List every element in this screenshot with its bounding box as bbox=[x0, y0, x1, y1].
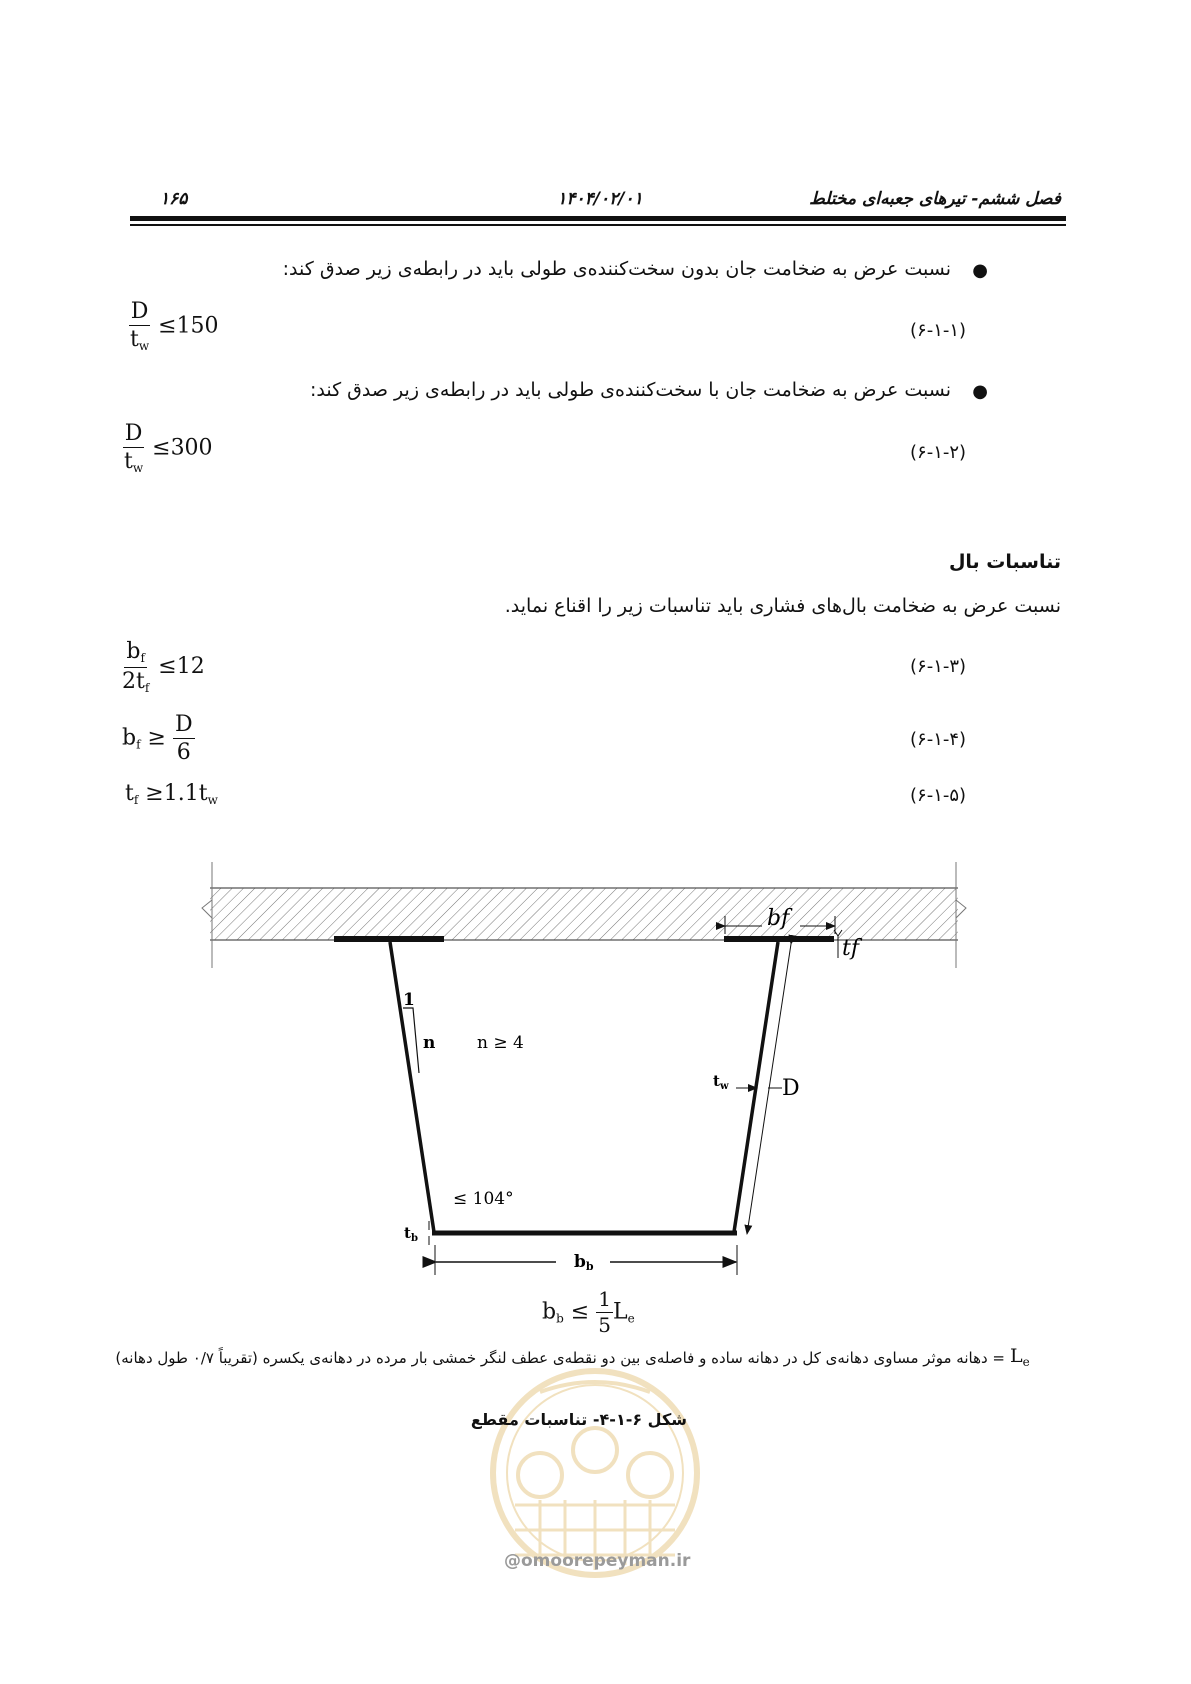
bf-label: bf bbox=[767, 906, 790, 931]
le-symbol: $L_e$ bbox=[1010, 1345, 1030, 1369]
equation-5: $t_f \ge 1.1t_w$ bbox=[125, 781, 218, 807]
equation-3: $\frac{b_f}{2t_f}$ ≤12 bbox=[122, 639, 205, 695]
equation-number-5: (۶-۱-۵) bbox=[910, 785, 967, 806]
equation-2: $\frac{D}{t_w}$ ≤300 bbox=[124, 421, 213, 476]
equation-number-1: (۶-۱-۱) bbox=[910, 320, 967, 341]
bb-label: bb bbox=[574, 1252, 594, 1273]
bullet-marker: ● bbox=[972, 260, 988, 281]
bullet-marker: ● bbox=[972, 381, 988, 402]
watermark-seal bbox=[493, 1371, 697, 1575]
equation-number-4: (۶-۱-۴) bbox=[910, 729, 967, 750]
equation-number-2: (۶-۱-۲) bbox=[910, 442, 967, 463]
site-link[interactable]: @omoorepeyman.ir bbox=[504, 1551, 691, 1571]
bullet-text-2: نسبت عرض به ضخامت جان با سخت‌کننده‌ی طولی باید در رابطه‌ی زیر صدق کند: bbox=[309, 379, 951, 401]
equation-number-3: (۶-۱-۳) bbox=[910, 656, 967, 677]
equation-1: $\frac{D}{t_w}$ ≤150 bbox=[130, 299, 219, 354]
page-date: ۱۴۰۴/۰۲/۰۱ bbox=[557, 189, 643, 209]
tw-label: $t_w$ bbox=[713, 1072, 729, 1092]
angle-label: ≤ 104° bbox=[453, 1189, 514, 1209]
web-left bbox=[390, 942, 434, 1232]
n-condition-label: n ≥ 4 bbox=[477, 1033, 524, 1053]
figure-formula: $b_b$ ≤ $\frac{1}{5}$ $L_e$ bbox=[542, 1287, 635, 1337]
tb-label: $t_b$ bbox=[404, 1224, 418, 1244]
le-definition: = دهانه موثر مساوی دهانه‌ی کل در دهانه ساده و فاصله‌ی بین دو نقطه‌ی عطف لنگر خمشی بار مرده در دهانه‌ی یکسره (تقریباً ۰/۷ طول دهانه) bbox=[115, 1349, 1005, 1367]
tf-label: tf bbox=[842, 936, 859, 961]
equation-4: $b_f$ ≥ $\frac{D}{6}$ bbox=[122, 712, 193, 766]
slope-one-label: 1 bbox=[403, 990, 415, 1010]
slope-n-label: n bbox=[423, 1033, 436, 1053]
bullet-text-1: نسبت عرض به ضخامت جان بدون سخت‌کننده‌ی طولی باید در رابطه‌ی زیر صدق کند: bbox=[282, 258, 951, 280]
web-right bbox=[734, 942, 778, 1232]
page-number: ۱۶۵ bbox=[160, 189, 188, 209]
chapter-title: فصل ششم- تیرهای جعبه‌ای مختلط bbox=[809, 189, 1061, 209]
figure-caption: شکل ۶-۱-۴- تناسبات مقطع bbox=[470, 1410, 687, 1429]
section-heading: تناسبات بال bbox=[948, 551, 1061, 573]
d-label: D bbox=[782, 1076, 800, 1101]
section-intro: نسبت عرض به ضخامت بال‌های فشاری باید تناسبات زیر را اقناع نماید. bbox=[504, 595, 1061, 617]
